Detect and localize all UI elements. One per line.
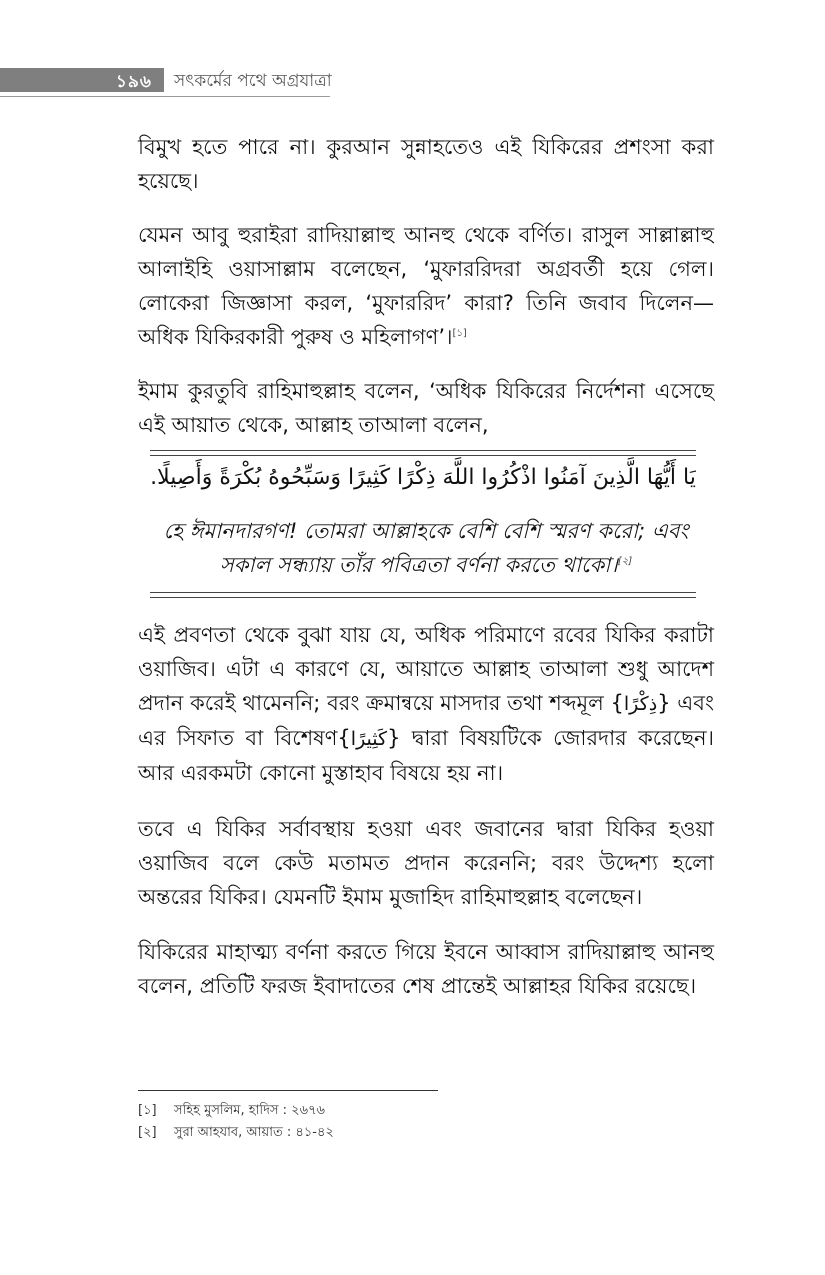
book-title: সৎকর্মের পথে অগ্রযাত্রা (174, 71, 332, 91)
paragraph-4-part-2: } এবং এর সিফাত বা বিশেষণ{ (138, 691, 714, 750)
paragraph-6: যিকিরের মাহাত্ম্য বর্ণনা করতে গিয়ে ইবনে আব্বাস রাদিয়াল্লাহু আনহু বলেন, প্রতিটি ফরজ ইবাদাতের শেষ প্রান্তেই আল্লাহর যিকির রয়েছে। (138, 940, 714, 998)
verse-translation (138, 514, 714, 582)
page-number: ১৯৬ (115, 72, 152, 92)
footnote-ref-1[interactable]: [১] (452, 328, 467, 339)
footnote-rule (138, 1090, 438, 1091)
footnote-text: সহিহ মুসলিম, হাদিস : ২৬৭৬ (174, 1103, 325, 1118)
footnote-item (138, 1122, 334, 1144)
footnote-mark: [২] (138, 1125, 157, 1140)
paragraph-2 (138, 218, 714, 354)
page-number-bar (0, 68, 164, 92)
verse-top-rule (150, 450, 696, 456)
quran-verse-arabic: يَا أَيُّهَا الَّذِينَ آمَنُوا اذْكُرُوا اللَّهَ ذِكْرًا كَثِيرًا وَسَبِّحُوهُ بُكْرَةً وَأَصِيلًا. (150, 465, 696, 490)
arabic-word-kathir: كَثِيرًا (350, 728, 388, 750)
paragraph-3: ইমাম কুরতুবি রাহিমাহুল্লাহ বলেন, ‘অধিক যিকিরের নির্দেশনা এসেছে এই আয়াত থেকে, আল্লাহ তাআলা বলেন, (138, 379, 714, 437)
footnote-item (138, 1100, 334, 1122)
verse-translation-text: হে ঈমানদারগণ! তোমরা আল্লাহকে বেশি বেশি স্মরণ করো; এবং সকাল সন্ধ্যায় তাঁর পবিত্রতা বর্ণনা করতে থাকো। (163, 519, 689, 577)
footnote-mark: [১] (138, 1103, 157, 1118)
footnote-text: সুরা আহযাব, আয়াত : ৪১-৪২ (174, 1125, 334, 1140)
page-header (0, 68, 330, 100)
paragraph-1: বিমুখ হতে পারে না। কুরআন সুন্নাহতেও এই যিকিরের প্রশংসা করা হয়েছে। (138, 135, 714, 193)
footnote-ref-2[interactable]: [২] (617, 556, 633, 567)
paragraph-2-text: যেমন আবু হুরাইরা রাদিয়াল্লাহু আনহু থেকে বর্ণিত। রাসুল সাল্লাল্লাহু আলাইহি ওয়াসাল্লাম বলেছেন, ‘মুফাররিদরা অগ্রবর্তী হয়ে গেল। লোকেরা জিজ্ঞাসা করল, ‘মুফাররিদ’ কারা? তিনি জবাব দিলেন— অধিক যিকিরকারী পুরুষ ও মহিলাগণ’। (138, 223, 714, 349)
paragraph-4-part-3: } দ্বারা বিষয়টিকে জোরদার করেছেন। আর এরকমটা কোনো মুস্তাহাব বিষয়ে হয় না। (138, 726, 714, 785)
arabic-word-dhikr: ذِكْرًا (623, 693, 658, 715)
footnotes (138, 1100, 334, 1144)
paragraph-4 (138, 618, 714, 790)
header-rule (0, 96, 330, 97)
paragraph-5: তবে এ যিকির সর্বাবস্থায় হওয়া এবং জবানের দ্বারা যিকির হওয়া ওয়াজিব বলে কেউ মতামত প্রদান করেননি; বরং উদ্দেশ্য হলো অন্তরের যিকির। যেমনটি ইমাম মুজাহিদ রাহিমাহুল্লাহ বলেছেন। (138, 817, 714, 909)
verse-bottom-rule (150, 592, 696, 598)
paragraph-4-part-1: এই প্রবণতা থেকে বুঝা যায় যে, অধিক পরিমাণে রবের যিকির করাটা ওয়াজিব। এটা এ কারণে যে, আয়াতে আল্লাহ তাআলা শুধু আদেশ প্রদান করেই থামেননি; বরং ক্রমান্বয়ে মাসদার তথা শব্দমূল { (138, 623, 714, 715)
